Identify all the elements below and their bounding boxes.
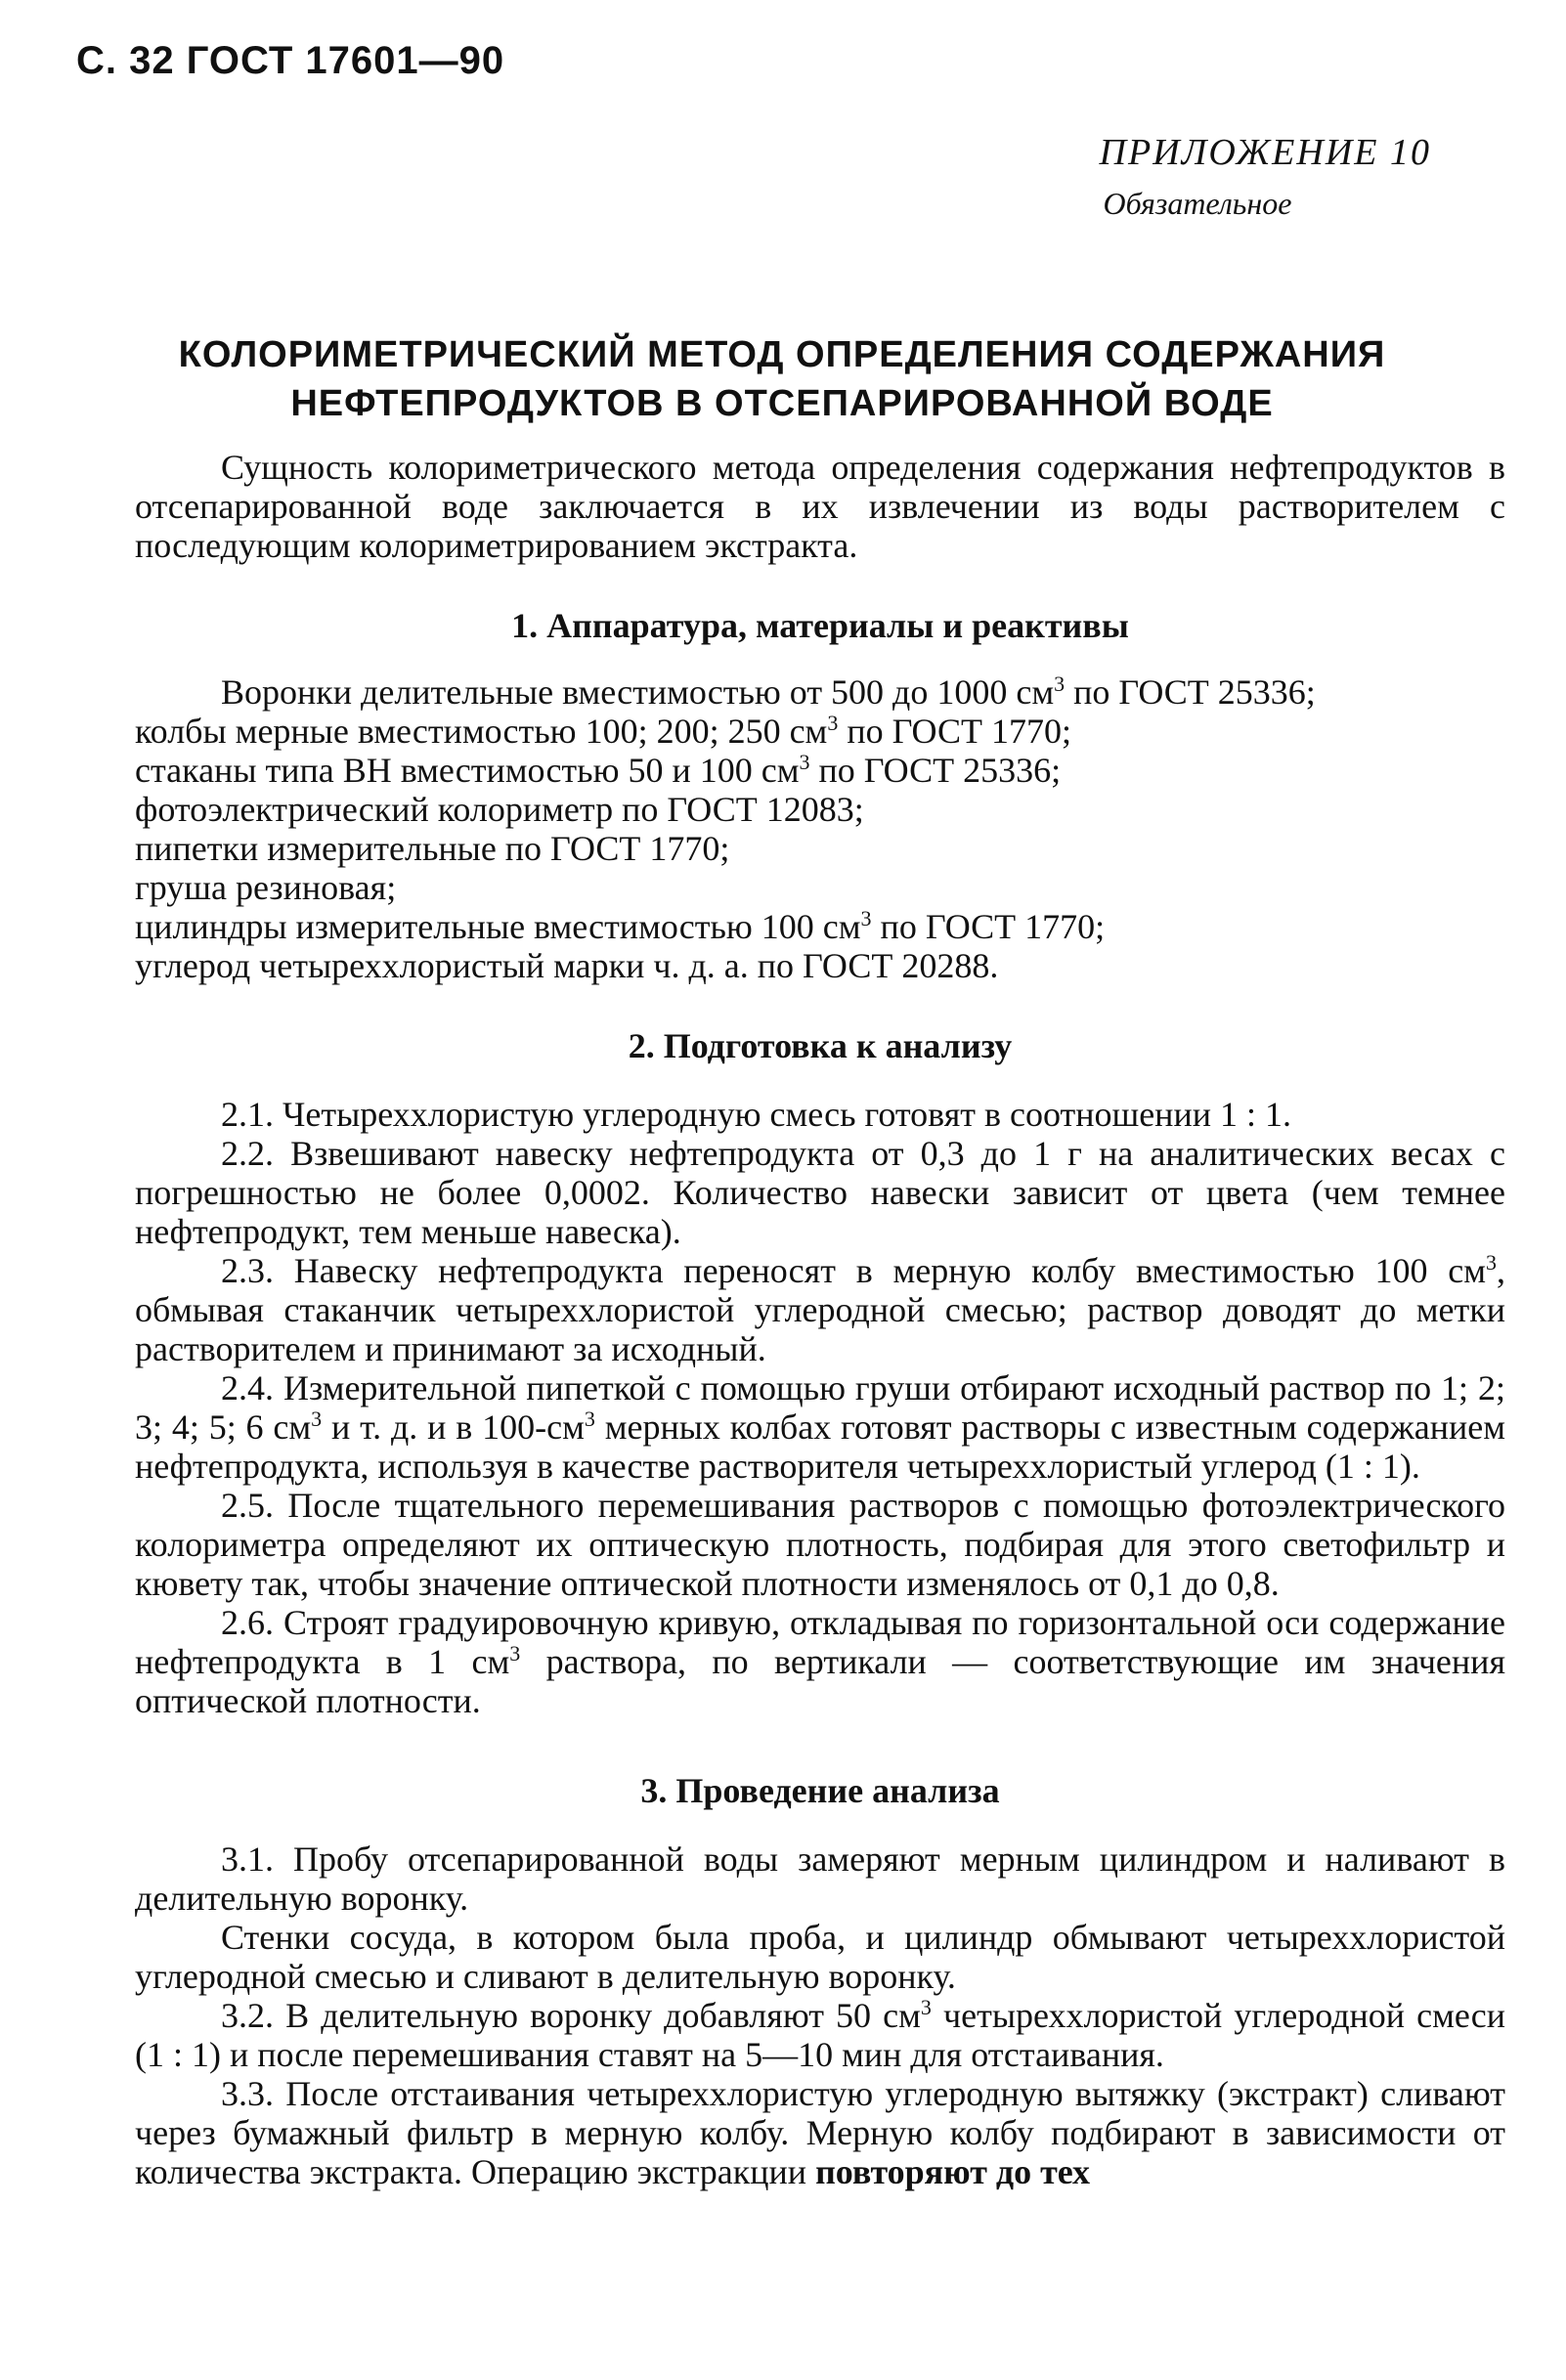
list-item: углерод четыреххлористый марки ч. д. а. по ГОСТ 20288.	[135, 946, 999, 985]
paragraph-3-2: 3.2. В делительную воронку добавляют 50 $см^3$ четыреххлористой углеродной смеси (1 : 1) и после перемешивания ставят на 5—10 мин для отстаивания.	[135, 1995, 1506, 2074]
document-body	[135, 448, 1505, 2191]
section-1-heading: 1. Аппаратура, материалы и реактивы	[511, 606, 1129, 645]
appendix-status: Обязательное	[1103, 186, 1292, 221]
list-item: пипетки измерительные по ГОСТ 1770;	[135, 829, 730, 868]
equipment-list	[135, 672, 1505, 985]
paragraph-2-4: 2.4. Измерительной пипеткой с помощью груши отбирают исходный раствор по 1; 2; 3; 4; 5; 6 $см^3$ и т. д. и в $100-см^3$ мерных колбах готовят растворы с известным содержанием нефтепродукта, используя в качестве растворителя четыреххлористый углерод (1 : 1).	[135, 1368, 1505, 1486]
paragraph-2-1: 2.1. Четыреххлористую углеродную смесь готовят в соотношении 1 : 1.	[221, 1095, 1291, 1134]
section-3-heading: 3. Проведение анализа	[640, 1771, 1000, 1810]
paragraph-2-5: 2.5. После тщательного перемешивания растворов с помощью фотоэлектрического колориметра определяют их оптическую плотность, подбирая для этого светофильтр и кювету так, чтобы значение оптической плотности изменялось от 0,1 до 0,8.	[135, 1486, 1505, 1603]
appendix-label	[1100, 127, 1431, 229]
list-item: цилиндры измерительные вместимостью 100 $см^3$ по ГОСТ 1770;	[135, 906, 1106, 946]
document-title	[127, 330, 1437, 428]
list-item: Воронки делительные вместимостью от 500 до 1000 $см^3$ по ГОСТ 25336;	[221, 671, 1316, 712]
running-header: С. 32 ГОСТ 17601—90	[76, 39, 505, 82]
paragraph-2-2: 2.2. Взвешивают навеску нефтепродукта от 0,3 до 1 г на аналитических весах с погрешностью не более 0,0002. Количество навески зависит от цвета (чем темнее нефтепродукт, тем меньше навеска).	[135, 1134, 1505, 1251]
paragraph-3-1-continued: Стенки сосуда, в котором была проба, и цилиндр обмывают четыреххлористой углеродной смесью и сливают в делительную воронку.	[135, 1918, 1505, 1996]
paragraph-3-1: 3.1. Пробу отсепарированной воды замеряют мерным цилиндром и наливают в делительную воронку.	[135, 1839, 1505, 1918]
title-line-2: НЕФТЕПРОДУКТОВ В ОТСЕПАРИРОВАННОЙ ВОДЕ	[290, 383, 1274, 424]
paragraph-2-6: 2.6. Строят градуировочную кривую, откладывая по горизонтальной оси содержание нефтепродукта в 1 $см^3$ раствора, по вертикали — соответствующие им значения оптической плотности.	[135, 1603, 1505, 1720]
list-item: колбы мерные вместимостью 100; 200; 250 $см^3$ по ГОСТ 1770;	[135, 711, 1071, 751]
title-line-1: КОЛОРИМЕТРИЧЕСКИЙ МЕТОД ОПРЕДЕЛЕНИЯ СОДЕРЖАНИЯ	[178, 334, 1386, 375]
section-2-heading: 2. Подготовка к анализу	[628, 1026, 1013, 1065]
appendix-title: ПРИЛОЖЕНИЕ 10	[1099, 132, 1431, 173]
paragraph-3-3: 3.3. После отстаивания четыреххлористую углеродную вытяжку (экстракт) сливают через бумажный фильтр в мерную колбу. Мерную колбу подбирают в зависимости от количества экстракта. Операцию экстракции повторяют до тех	[135, 2074, 1505, 2191]
list-item: фотоэлектрический колориметр по ГОСТ 12083;	[135, 790, 864, 829]
paragraph-2-3: 2.3. Навеску нефтепродукта переносят в мерную колбу вместимостью 100 $см^3$, обмывая стаканчик четыреххлористой углеродной смесью; раствор доводят до метки растворителем и принимают за исходный.	[135, 1250, 1505, 1368]
list-item: стаканы типа ВН вместимостью 50 и 100 $см^3$ по ГОСТ 25336;	[135, 750, 1062, 790]
intro-paragraph: Сущность колориметрического метода определения содержания нефтепродуктов в отсепарированной воде заключается в их извлечении из воды растворителем с последующим колориметрированием экстракта.	[135, 448, 1505, 565]
list-item: груша резиновая;	[135, 868, 397, 907]
